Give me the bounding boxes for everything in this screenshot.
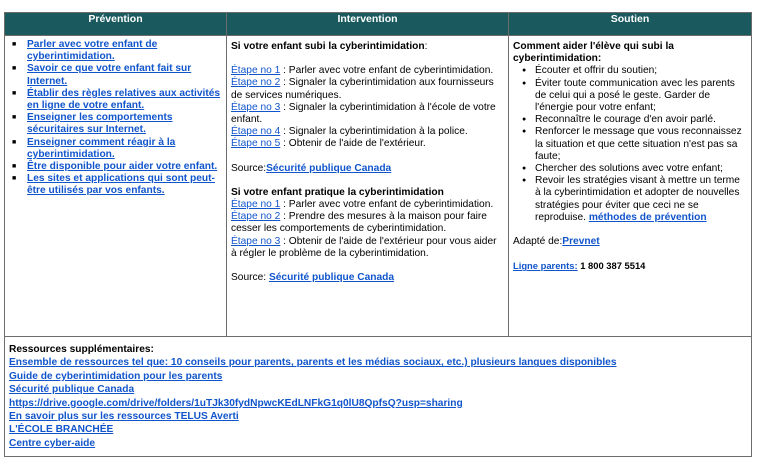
victim-colon: : bbox=[424, 41, 428, 52]
intervention-content bbox=[227, 36, 508, 284]
spacer bbox=[513, 224, 747, 236]
victim-step-3 bbox=[231, 102, 504, 126]
step-text: : Prendre des mesures à la maison pour faire cesser les comportements de cyberintimidation. bbox=[231, 211, 487, 235]
header-prevention: Prévention bbox=[5, 13, 227, 36]
prevention-list bbox=[5, 36, 226, 198]
spacer bbox=[231, 260, 504, 272]
soutien-content bbox=[509, 36, 751, 272]
resource-link-ensemble[interactable]: Ensemble de ressources tel que: 10 conseils pour parents, parents et les médias sociaux, etc.) plusieurs langues disponibles bbox=[9, 357, 617, 369]
list-item: ● Reconnaître le courage d'en avoir parlé. bbox=[535, 114, 747, 126]
prevention-link-safe[interactable]: Enseigner les comportements sécuritaires sur Internet. bbox=[27, 112, 173, 136]
intervention-cell bbox=[227, 36, 509, 337]
adapted-label: Adapté de: bbox=[513, 236, 563, 248]
list-item bbox=[27, 161, 226, 173]
resources-content bbox=[5, 337, 751, 456]
victim-step-1 bbox=[231, 65, 504, 77]
list-item bbox=[27, 173, 226, 197]
header-row bbox=[5, 13, 752, 36]
resource-link-cyberaide[interactable]: Centre cyber-aide bbox=[9, 437, 96, 449]
prevention-link-know[interactable]: Savoir ce que votre enfant fait sur Internet. bbox=[27, 63, 192, 87]
hotline-number: 1 800 387 5514 bbox=[580, 260, 646, 272]
soutien-cell bbox=[509, 36, 752, 337]
prevention-link-talk[interactable]: Parler avec votre enfant de cyberintimidation. bbox=[27, 39, 158, 63]
step-label[interactable]: Étape no 1 bbox=[231, 199, 281, 211]
prevention-link-rules[interactable]: Établir des règles relatives aux activités en ligne de votre enfant. bbox=[27, 87, 221, 112]
step-label[interactable]: Étape no 1 bbox=[231, 65, 281, 77]
spacer bbox=[513, 248, 747, 260]
resource-link-drive[interactable]: https://drive.google.com/drive/folders/1uTJk30fydNpwcKEdLNFkG1q0lU8QpfsQ?usp=sharing bbox=[9, 397, 463, 409]
soutien-list bbox=[513, 65, 747, 224]
source-line-2 bbox=[231, 272, 504, 284]
step-text: : Obtenir de l'aide de l'extérieur. bbox=[280, 138, 426, 150]
prevention-link-available[interactable]: Être disponible pour aider votre enfant. bbox=[27, 161, 218, 173]
soutien-last-text: Revoir les stratégies visant à mettre un terme à la cyberintimidation et adopter de nouvelles stratégies pour éviter que ceci ne se reproduise. bbox=[535, 175, 740, 223]
adapted-line bbox=[513, 236, 747, 248]
victim-step-4 bbox=[231, 126, 504, 138]
step-label[interactable]: Étape no 2 bbox=[231, 211, 281, 223]
prevention-cell bbox=[5, 36, 227, 337]
methods-link[interactable]: méthodes de prévention bbox=[588, 211, 707, 223]
prevention-link-apps[interactable]: Les sites et applications qui sont peut-être utilisés par vos enfants. bbox=[27, 173, 215, 197]
source-line-1 bbox=[231, 163, 504, 175]
header-intervention: Intervention bbox=[227, 13, 509, 36]
step-label[interactable]: Étape no 2 bbox=[231, 77, 281, 89]
resource-link-telus[interactable]: En savoir plus sur les ressources TELUS Averti bbox=[9, 411, 239, 423]
resource-link-securite[interactable]: Sécurité publique Canada bbox=[9, 384, 135, 396]
resources-row bbox=[5, 337, 752, 457]
bully-step-2 bbox=[231, 211, 504, 235]
resource-link-guide[interactable]: Guide de cyberintimidation pour les parents bbox=[9, 370, 223, 382]
resources-title: Ressources supplémentaires: bbox=[9, 344, 154, 355]
step-text: : Obtenir de l'aide de l'extérieur pour vous aider à régler le problème de la cyberintimidation. bbox=[231, 235, 497, 259]
step-text: : Parler avec votre enfant de cyberintimidation. bbox=[280, 65, 494, 77]
list-item bbox=[535, 175, 747, 224]
list-item bbox=[27, 63, 226, 87]
list-item: ● Chercher des solutions avec votre enfant; bbox=[535, 163, 747, 175]
source-link-1[interactable]: Sécurité publique Canada bbox=[266, 162, 392, 174]
hotline-link[interactable]: Ligne parents: bbox=[513, 260, 578, 272]
source-label: Source: bbox=[231, 162, 267, 174]
step-label[interactable]: Étape no 3 bbox=[231, 101, 281, 113]
victim-title: Si votre enfant subi la cyberintimidation bbox=[231, 41, 425, 52]
step-text: : Signaler la cyberintimidation aux fournisseurs de services numériques. bbox=[231, 77, 494, 101]
list-item bbox=[27, 137, 226, 161]
list-item bbox=[27, 39, 226, 63]
resources-cell bbox=[5, 337, 752, 457]
resource-link-ecole[interactable]: L'ÉCOLE BRANCHÉE bbox=[9, 424, 114, 436]
list-item: ● Écouter et offrir du soutien; bbox=[535, 65, 747, 77]
spacer bbox=[231, 53, 504, 65]
step-label[interactable]: Étape no 3 bbox=[231, 235, 281, 247]
step-text: : Signaler la cyberintimidation à la police. bbox=[280, 126, 468, 138]
step-text: : Signaler la cyberintimidation à l'école de votre enfant. bbox=[231, 101, 496, 126]
bully-step-3 bbox=[231, 236, 504, 260]
soutien-title: Comment aider l'élève qui subi la cyberintimidation: bbox=[513, 41, 674, 65]
bully-title: Si votre enfant pratique la cyberintimidation bbox=[231, 186, 444, 198]
list-item bbox=[27, 88, 226, 112]
list-item: ● Renforcer le message que vous reconnaissez la situation et que cette situation n'est pas sa faute; bbox=[535, 126, 747, 163]
victim-step-5 bbox=[231, 138, 504, 150]
prevention-link-react[interactable]: Enseigner comment réagir à la cyberintimidation. bbox=[27, 136, 176, 160]
victim-heading bbox=[231, 41, 504, 53]
bully-step-1 bbox=[231, 199, 504, 211]
victim-step-2 bbox=[231, 77, 504, 101]
hotline-line bbox=[513, 260, 747, 272]
step-label[interactable]: Étape no 5 bbox=[231, 138, 281, 150]
step-label[interactable]: Étape no 4 bbox=[231, 126, 281, 138]
source-link-2[interactable]: Sécurité publique Canada bbox=[268, 272, 395, 284]
spacer bbox=[231, 151, 504, 163]
cyberbullying-table bbox=[4, 12, 752, 457]
step-text: : Parler avec votre enfant de cyberintimidation. bbox=[280, 199, 494, 211]
content-row bbox=[5, 36, 752, 337]
header-soutien: Soutien bbox=[509, 13, 752, 36]
spacer bbox=[231, 175, 504, 187]
list-item bbox=[27, 112, 226, 136]
prevnet-link[interactable]: Prevnet bbox=[562, 236, 600, 248]
list-item: ● Éviter toute communication avec les parents de celui qui a posé le geste. Garder de l'énergie pour votre enfant; bbox=[535, 78, 747, 115]
source-label: Source: bbox=[231, 272, 269, 284]
